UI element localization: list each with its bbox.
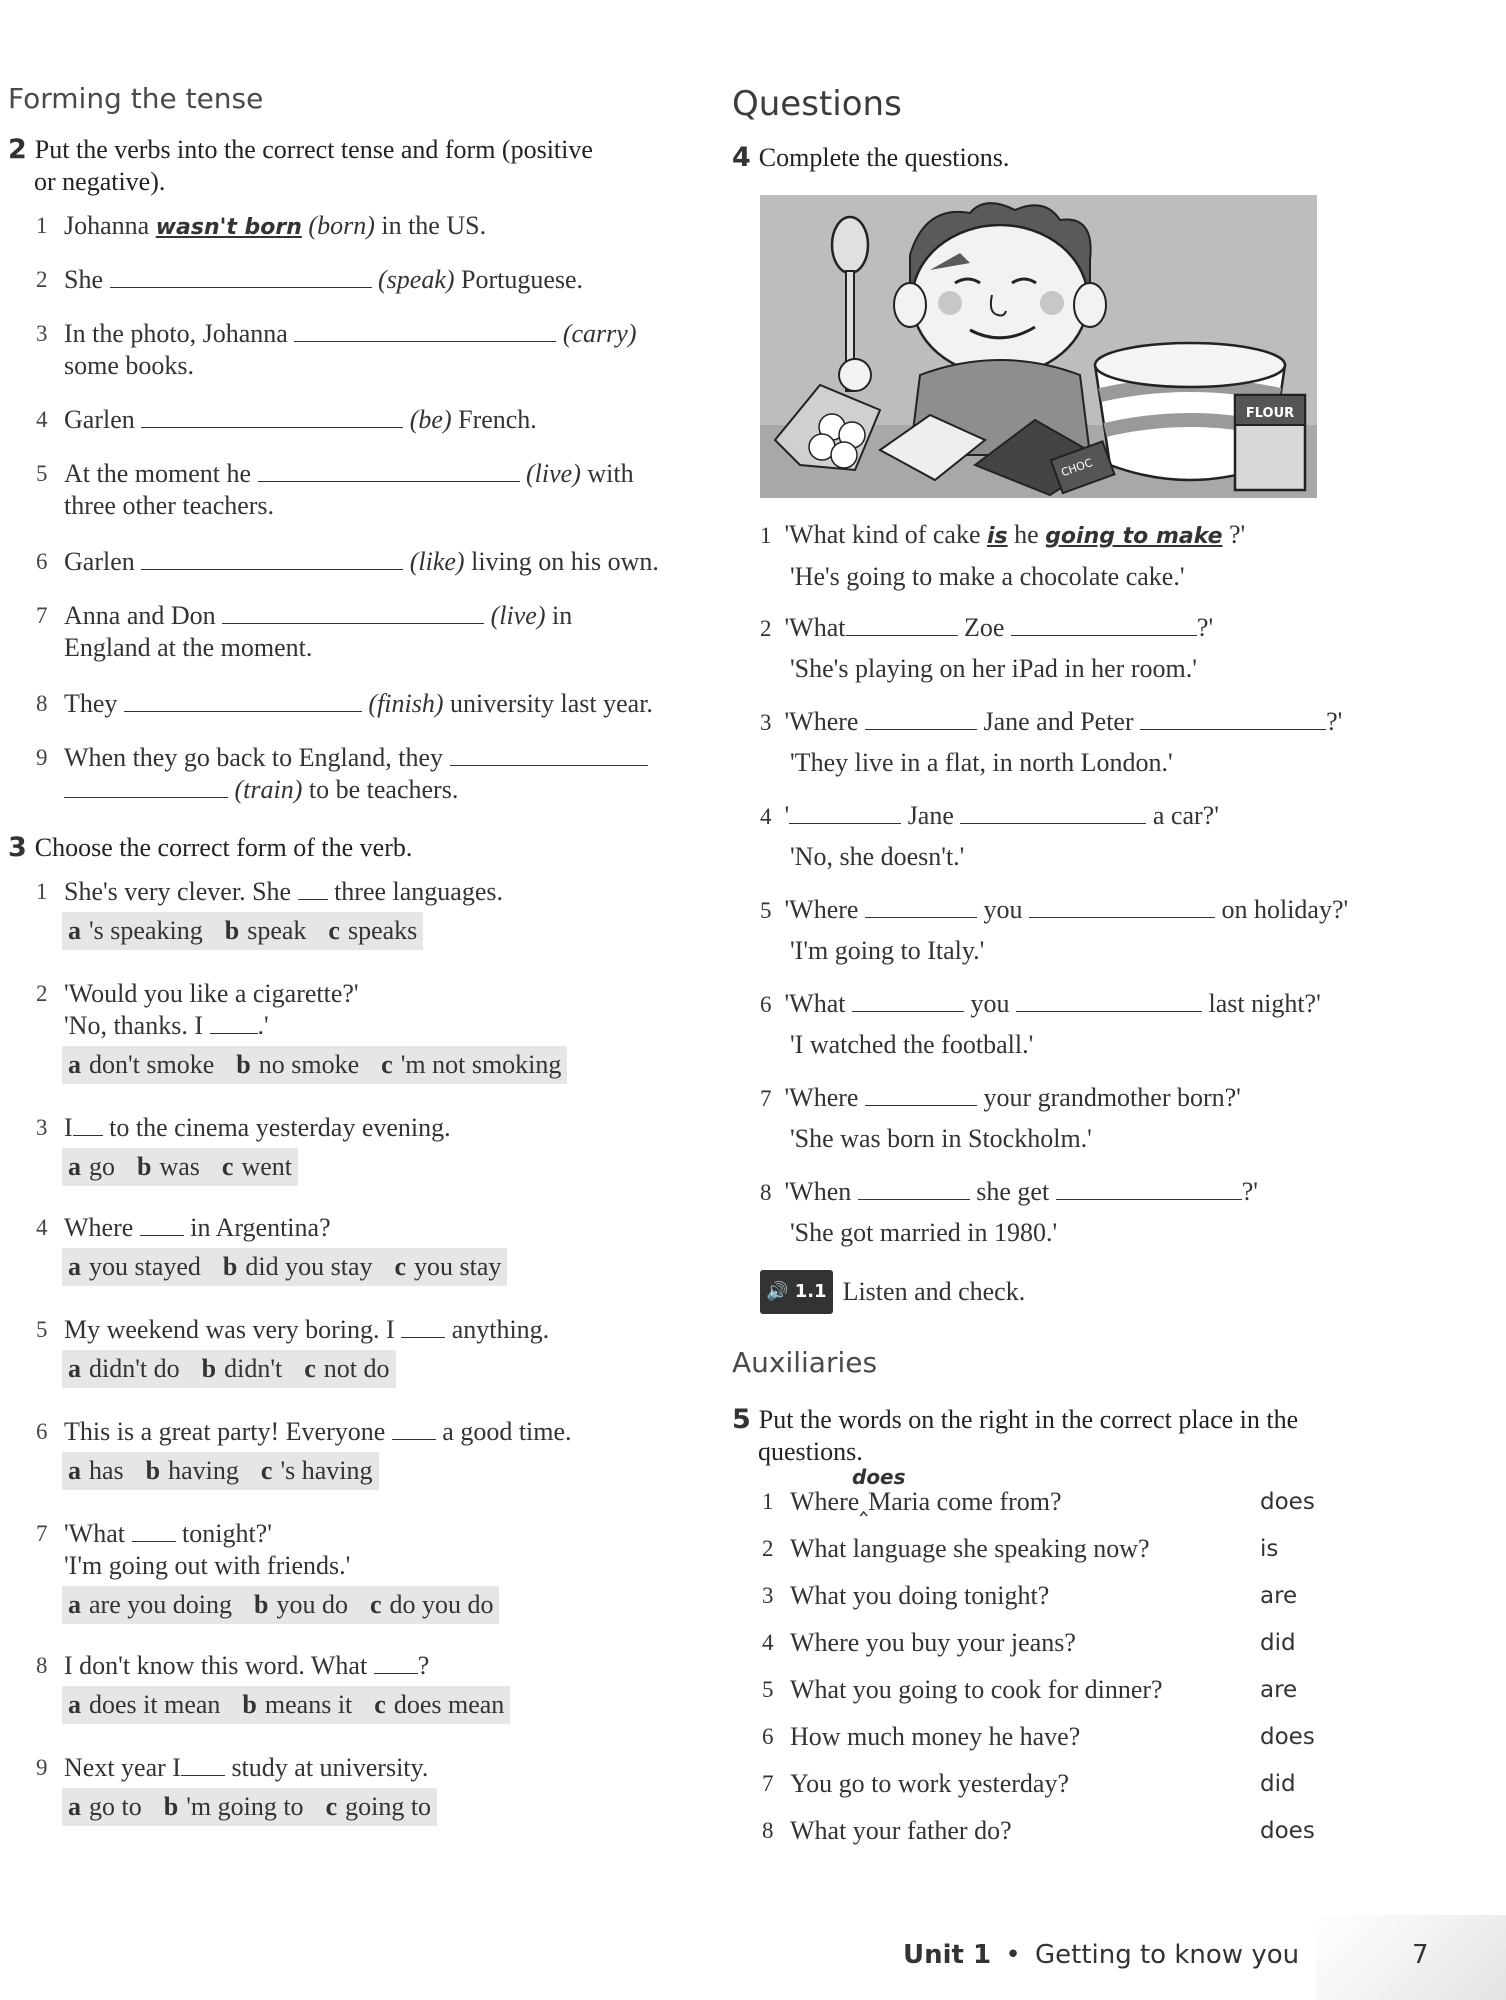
- answer-blank[interactable]: [141, 547, 403, 570]
- option-a[interactable]: are you doing: [89, 1590, 232, 1619]
- option-c[interactable]: do you do: [389, 1590, 494, 1619]
- option-c[interactable]: 'm not smoking: [400, 1050, 562, 1079]
- option-b[interactable]: speak: [247, 916, 307, 945]
- ex2-item-6: 6 Garlen (like) living on his own.: [36, 547, 659, 576]
- illustration-boy-baking: [760, 195, 1317, 498]
- exercise-2-instruction: 2 Put the verbs into the correct tense and form (positive or negative).: [8, 134, 593, 196]
- option-c[interactable]: 's having: [280, 1456, 373, 1485]
- ex3-item-6-options: a has b having c 's having: [62, 1452, 379, 1490]
- audio-icon[interactable]: 🔊 1.1: [760, 1270, 833, 1314]
- answer-blank[interactable]: [1029, 895, 1215, 918]
- page-corner-shade: [1316, 1915, 1506, 2000]
- ex2-item-3: 3 In the photo, Johanna (carry) some books.: [36, 319, 637, 380]
- ex3-item-5-options: a didn't do b didn't c not do: [62, 1350, 396, 1388]
- option-a[interactable]: has: [89, 1456, 124, 1485]
- ex3-item-9-options: a go to b 'm going to c going to: [62, 1788, 437, 1826]
- ex3-item-1: 1 She's very clever. She three languages.: [36, 877, 504, 906]
- option-c[interactable]: does mean: [393, 1690, 505, 1719]
- answer-example: is: [987, 524, 1008, 549]
- answer-blank[interactable]: [64, 775, 228, 798]
- section-heading-questions: Questions: [732, 84, 902, 124]
- boy-baking-drawing: [760, 195, 1317, 498]
- answer-blank[interactable]: [222, 601, 484, 624]
- ex2-item-7: 7 Anna and Don (live) in England at the moment.: [36, 601, 573, 662]
- ex4-item-4: 4 ' Jane a car?' 'No, she doesn't.': [760, 801, 1219, 871]
- answer-blank[interactable]: [124, 689, 362, 712]
- ex4-item-8: 8 'When she get ?' 'She got married in 1980.': [760, 1177, 1258, 1247]
- option-c[interactable]: you stay: [414, 1252, 502, 1281]
- option-b[interactable]: 'm going to: [186, 1792, 304, 1821]
- answer-blank[interactable]: [846, 613, 958, 636]
- answer-blank[interactable]: [858, 1177, 970, 1200]
- option-b[interactable]: having: [168, 1456, 239, 1485]
- ex2-item-8: 8 They (finish) university last year.: [36, 689, 653, 718]
- ex3-item-3: 3 I to the cinema yesterday evening.: [36, 1113, 451, 1142]
- ex2-item-9: 9 When they go back to England, they (train) to be teachers.: [36, 742, 706, 806]
- option-c[interactable]: not do: [323, 1354, 390, 1383]
- ex3-item-7-options: a are you doing b you do c do you do: [62, 1586, 499, 1624]
- ex3-item-1-options: a 's speaking b speak c speaks: [62, 912, 423, 950]
- option-a[interactable]: go: [89, 1152, 115, 1181]
- ex3-item-8-options: a does it mean b means it c does mean: [62, 1686, 510, 1724]
- answer-blank[interactable]: [960, 801, 1146, 824]
- exercise-3-instruction: 3 Choose the correct form of the verb.: [8, 832, 413, 863]
- ex2-item-5: 5 At the moment he (live) with three other teachers.: [36, 459, 634, 520]
- option-a[interactable]: does it mean: [89, 1690, 221, 1719]
- option-b[interactable]: means it: [264, 1690, 353, 1719]
- option-c[interactable]: went: [241, 1152, 292, 1181]
- answer-blank[interactable]: [1011, 613, 1197, 636]
- answer-blank[interactable]: [852, 989, 964, 1012]
- answer-blank[interactable]: [1140, 707, 1326, 730]
- ex4-item-6: 6 'What you last night?' 'I watched the football.': [760, 989, 1321, 1059]
- footer-unit-title: Unit 1 • Getting to know you: [903, 1940, 1300, 1970]
- section-heading-auxiliaries: Auxiliaries: [732, 1346, 878, 1379]
- ex2-item-2: 2 She (speak) Portuguese.: [36, 265, 584, 294]
- option-b[interactable]: was: [159, 1152, 200, 1181]
- option-a[interactable]: didn't do: [89, 1354, 180, 1383]
- answer-blank[interactable]: [110, 265, 372, 288]
- answer-blank[interactable]: [865, 1083, 977, 1106]
- option-b[interactable]: no smoke: [258, 1050, 360, 1079]
- flour-label: FLOUR: [1245, 406, 1295, 421]
- answer-example: wasn't born: [155, 215, 302, 240]
- exercise-5-instruction: 5 Put the words on the right in the correct place in the questions.: [732, 1404, 1299, 1466]
- ex2-item-1: 1 Johanna wasn't born (born) in the US.: [36, 211, 487, 240]
- option-b[interactable]: did you stay: [245, 1252, 373, 1281]
- answer-blank[interactable]: [865, 895, 977, 918]
- ex3-item-7: 7 'What tonight?' 'I'm going out with friends.': [36, 1519, 351, 1580]
- choc-label: CHOC: [1059, 456, 1095, 480]
- answer-example: going to make: [1045, 524, 1223, 549]
- ex3-item-3-options: a go b was c went: [62, 1148, 298, 1186]
- ex4-item-1: 1 'What kind of cake is he going to make ?' 'He's going to make a chocolate cake.': [760, 520, 1246, 591]
- ex4-item-7: 7 'Where your grandmother born?' 'She was born in Stockholm.': [760, 1083, 1241, 1153]
- option-a[interactable]: go to: [89, 1792, 142, 1821]
- option-a[interactable]: you stayed: [89, 1252, 201, 1281]
- answer-blank[interactable]: [141, 405, 403, 428]
- page-number: 7: [1412, 1940, 1429, 1970]
- ex3-item-2-options: a don't smoke b no smoke c 'm not smoking: [62, 1046, 567, 1084]
- ex3-item-5: 5 My weekend was very boring. I anything.: [36, 1315, 550, 1344]
- section-heading-forming-tense: Forming the tense: [8, 82, 264, 115]
- answer-blank[interactable]: [258, 459, 520, 482]
- answer-blank[interactable]: [865, 707, 977, 730]
- ex3-item-4-options: a you stayed b did you stay c you stay: [62, 1248, 507, 1286]
- exercise-4-instruction: 4 Complete the questions.: [732, 142, 1010, 173]
- ex3-item-8: 8 I don't know this word. What ?: [36, 1651, 430, 1680]
- example-insert-word: does: [852, 1465, 906, 1489]
- ex3-item-9: 9 Next year I study at university.: [36, 1753, 429, 1782]
- answer-blank[interactable]: [450, 743, 648, 766]
- option-b[interactable]: you do: [276, 1590, 348, 1619]
- ex2-item-4: 4 Garlen (be) French.: [36, 405, 537, 434]
- listen-and-check: 🔊 1.1 Listen and check.: [760, 1270, 1260, 1314]
- answer-blank[interactable]: [789, 801, 901, 824]
- ex4-item-2: 2 'What Zoe ?' 'She's playing on her iPad in her room.': [760, 613, 1214, 683]
- option-a[interactable]: don't smoke: [89, 1050, 215, 1079]
- ex3-item-4: 4 Where in Argentina?: [36, 1213, 331, 1242]
- answer-blank[interactable]: [1056, 1177, 1242, 1200]
- option-c[interactable]: going to: [345, 1792, 432, 1821]
- option-c[interactable]: speaks: [347, 916, 418, 945]
- answer-blank[interactable]: [1016, 989, 1202, 1012]
- ex4-item-5: 5 'Where you on holiday?' 'I'm going to Italy.': [760, 895, 1349, 965]
- ex3-item-2: 2 'Would you like a cigarette?' 'No, thanks. I .': [36, 979, 359, 1040]
- option-b[interactable]: didn't: [224, 1354, 283, 1383]
- ex3-item-6: 6 This is a great party! Everyone a good time.: [36, 1417, 572, 1446]
- option-a[interactable]: 's speaking: [89, 916, 203, 945]
- ex4-item-3: 3 'Where Jane and Peter ?' 'They live in a flat, in north London.': [760, 707, 1343, 777]
- answer-blank[interactable]: [294, 319, 556, 342]
